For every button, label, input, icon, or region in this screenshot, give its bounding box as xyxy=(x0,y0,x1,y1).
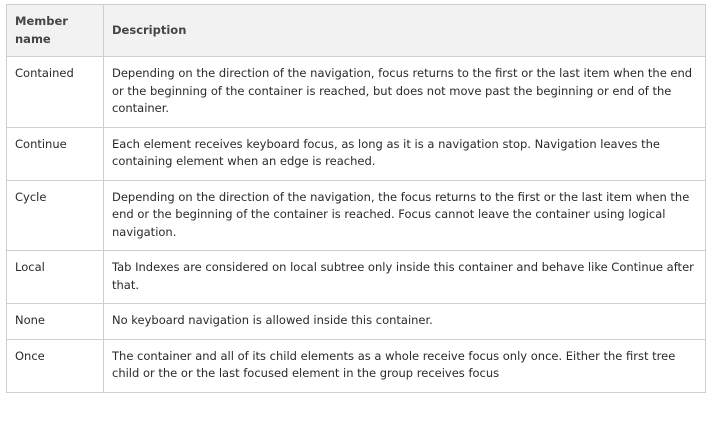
description-cell: No keyboard navigation is allowed inside this container. xyxy=(104,304,706,340)
member-name-cell: Once xyxy=(7,339,104,392)
table-row xyxy=(7,180,706,251)
table-row xyxy=(7,251,706,304)
table-header xyxy=(7,5,706,57)
table-row xyxy=(7,57,706,128)
member-name-cell: Continue xyxy=(7,127,104,180)
member-name-cell: Contained xyxy=(7,57,104,128)
table-row xyxy=(7,304,706,340)
member-name-header: Member name xyxy=(7,5,104,57)
description-cell: Tab Indexes are considered on local subtree only inside this container and behave like Continue after that. xyxy=(104,251,706,304)
table-row xyxy=(7,339,706,392)
member-name-cell: None xyxy=(7,304,104,340)
description-cell: The container and all of its child elements as a whole receive focus only once. Either the first tree child or the or the last focused element in the group receives focus xyxy=(104,339,706,392)
description-cell: Depending on the direction of the navigation, the focus returns to the first or the last item when the end or the beginning of the container is reached. Focus cannot leave the container using logical navigation. xyxy=(104,180,706,251)
table-row xyxy=(7,127,706,180)
member-name-cell: Cycle xyxy=(7,180,104,251)
member-name-cell: Local xyxy=(7,251,104,304)
description-header: Description xyxy=(104,5,706,57)
description-cell: Each element receives keyboard focus, as long as it is a navigation stop. Navigation leaves the containing element when an edge is reached. xyxy=(104,127,706,180)
table-body xyxy=(7,57,706,393)
members-table xyxy=(6,4,706,393)
header-row xyxy=(7,5,706,57)
description-cell: Depending on the direction of the navigation, focus returns to the first or the last item when the end or the beginning of the container is reached, but does not move past the beginning or end of the container. xyxy=(104,57,706,128)
